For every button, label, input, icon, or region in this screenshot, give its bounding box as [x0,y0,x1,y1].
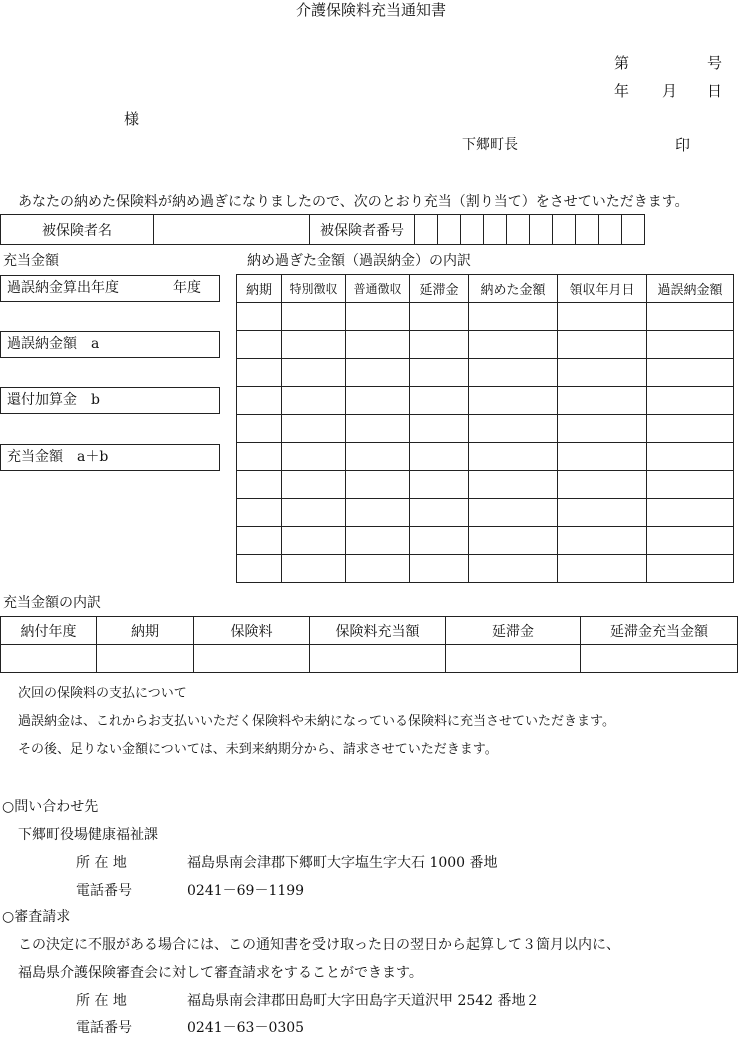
contact-address-label: 所 在 地 [76,855,127,871]
note-overpaid-allocation: 過誤納金は、これからお支払いいただく保険料や未納になっている保険料に充当させていただきます。 [18,714,615,729]
allocation-col-header: 納付年度 [1,617,97,645]
insured-number-digit[interactable] [484,215,507,245]
insured-number-digit[interactable] [622,215,645,245]
note-next-payment: 次回の保険料の支払について [18,686,187,701]
calc-year-unit: 年度 [173,280,201,296]
refund-add-label: 還付加算金 b [7,392,100,408]
date-month: 月 [662,82,678,100]
insured-name-label: 被保険者名 [1,215,154,245]
contact-tel-label: 電話番号 [76,883,132,899]
breakdown-row [237,387,734,415]
insured-number-digit[interactable] [461,215,484,245]
calc-year-box [0,275,220,302]
breakdown-col-header: 過誤納金額 [647,275,734,303]
breakdown-row [237,415,734,443]
insured-number-label: 被保険者番号 [310,215,415,245]
intro-text: あなたの納めた保険料が納め過ぎになりましたので、次のとおり充当（割り当て）をさせていただきます。 [18,194,689,210]
date-year: 年 [614,82,630,100]
contact-dept: 下郷町役場健康福祉課 [18,827,158,843]
breakdown-col-header: 普通徴収 [346,275,410,303]
insured-number-digit[interactable] [576,215,599,245]
breakdown-row [237,303,734,331]
contact-address: 福島県南会津郡下郷町大字塩生字大石 1000 番地 [187,855,498,871]
recipient-suffix: 様 [124,110,140,128]
number-dai: 第 [614,54,630,72]
breakdown-table [236,274,734,583]
breakdown-row [237,499,734,527]
allocation-col-header: 延滞金 [446,617,581,645]
review-heading: ○審査請求 [2,909,71,925]
breakdown-row [237,331,734,359]
breakdown-heading: 納め過ぎた金額（過誤納金）の内訳 [247,253,471,269]
breakdown-row [237,359,734,387]
insured-number-digit[interactable] [438,215,461,245]
breakdown-col-header: 特別徴収 [282,275,346,303]
allocation-col-header: 納期 [97,617,194,645]
calc-year-label: 過誤納金算出年度 [7,280,119,296]
allocation-heading: 充当金額 [3,253,59,269]
review-address: 福島県南会津郡田島町大字田島字天道沢甲 2542 番地２ [187,993,540,1009]
seal-mark: 印 [675,136,691,154]
insured-number-digit[interactable] [507,215,530,245]
review-address-label: 所 在 地 [76,993,127,1009]
contact-tel: 0241－69－1199 [187,883,305,899]
number-go: 号 [707,54,723,72]
refund-add-box [0,387,220,414]
page-title: 介護保険料充当通知書 [296,1,447,19]
allocation-col-header: 保険料充当額 [310,617,446,645]
note-shortfall: その後、足りない金額については、未到来納期分から、請求させていただきます。 [18,742,498,757]
date-day: 日 [707,82,723,100]
allocation-detail-heading: 充当金額の内訳 [3,595,101,611]
breakdown-row [237,555,734,583]
review-text-line1: この決定に不服がある場合には、この通知書を受け取った日の翌日から起算して３箇月以内に、 [18,937,620,953]
issuer-name: 下郷町長 [462,137,518,153]
review-text-line2: 福島県介護保険審査会に対して審査請求をすることができます。 [18,965,423,981]
overpaid-amount-box [0,331,220,358]
insured-number-digit[interactable] [599,215,622,245]
allocation-col-header: 延滞金充当金額 [581,617,738,645]
insured-number-digit[interactable] [415,215,438,245]
contact-heading: ○問い合わせ先 [2,799,99,815]
allocation-row [1,645,738,673]
insured-number-digit[interactable] [530,215,553,245]
breakdown-col-header: 納めた金額 [469,275,558,303]
allocation-amount-label: 充当金額 a＋b [7,449,109,465]
review-tel-label: 電話番号 [76,1020,132,1036]
breakdown-col-header: 領収年月日 [558,275,647,303]
allocation-amount-box [0,444,220,471]
breakdown-row [237,471,734,499]
allocation-col-header: 保険料 [194,617,310,645]
review-tel: 0241－63－0305 [187,1020,305,1036]
breakdown-row [237,443,734,471]
breakdown-col-header: 延滞金 [410,275,469,303]
breakdown-row [237,527,734,555]
insured-name-cell[interactable] [154,215,310,245]
insured-table [0,214,645,245]
breakdown-col-header: 納期 [237,275,282,303]
insured-number-digit[interactable] [553,215,576,245]
allocation-detail-table [0,616,738,673]
overpaid-amount-label: 過誤納金額 a [7,336,100,352]
